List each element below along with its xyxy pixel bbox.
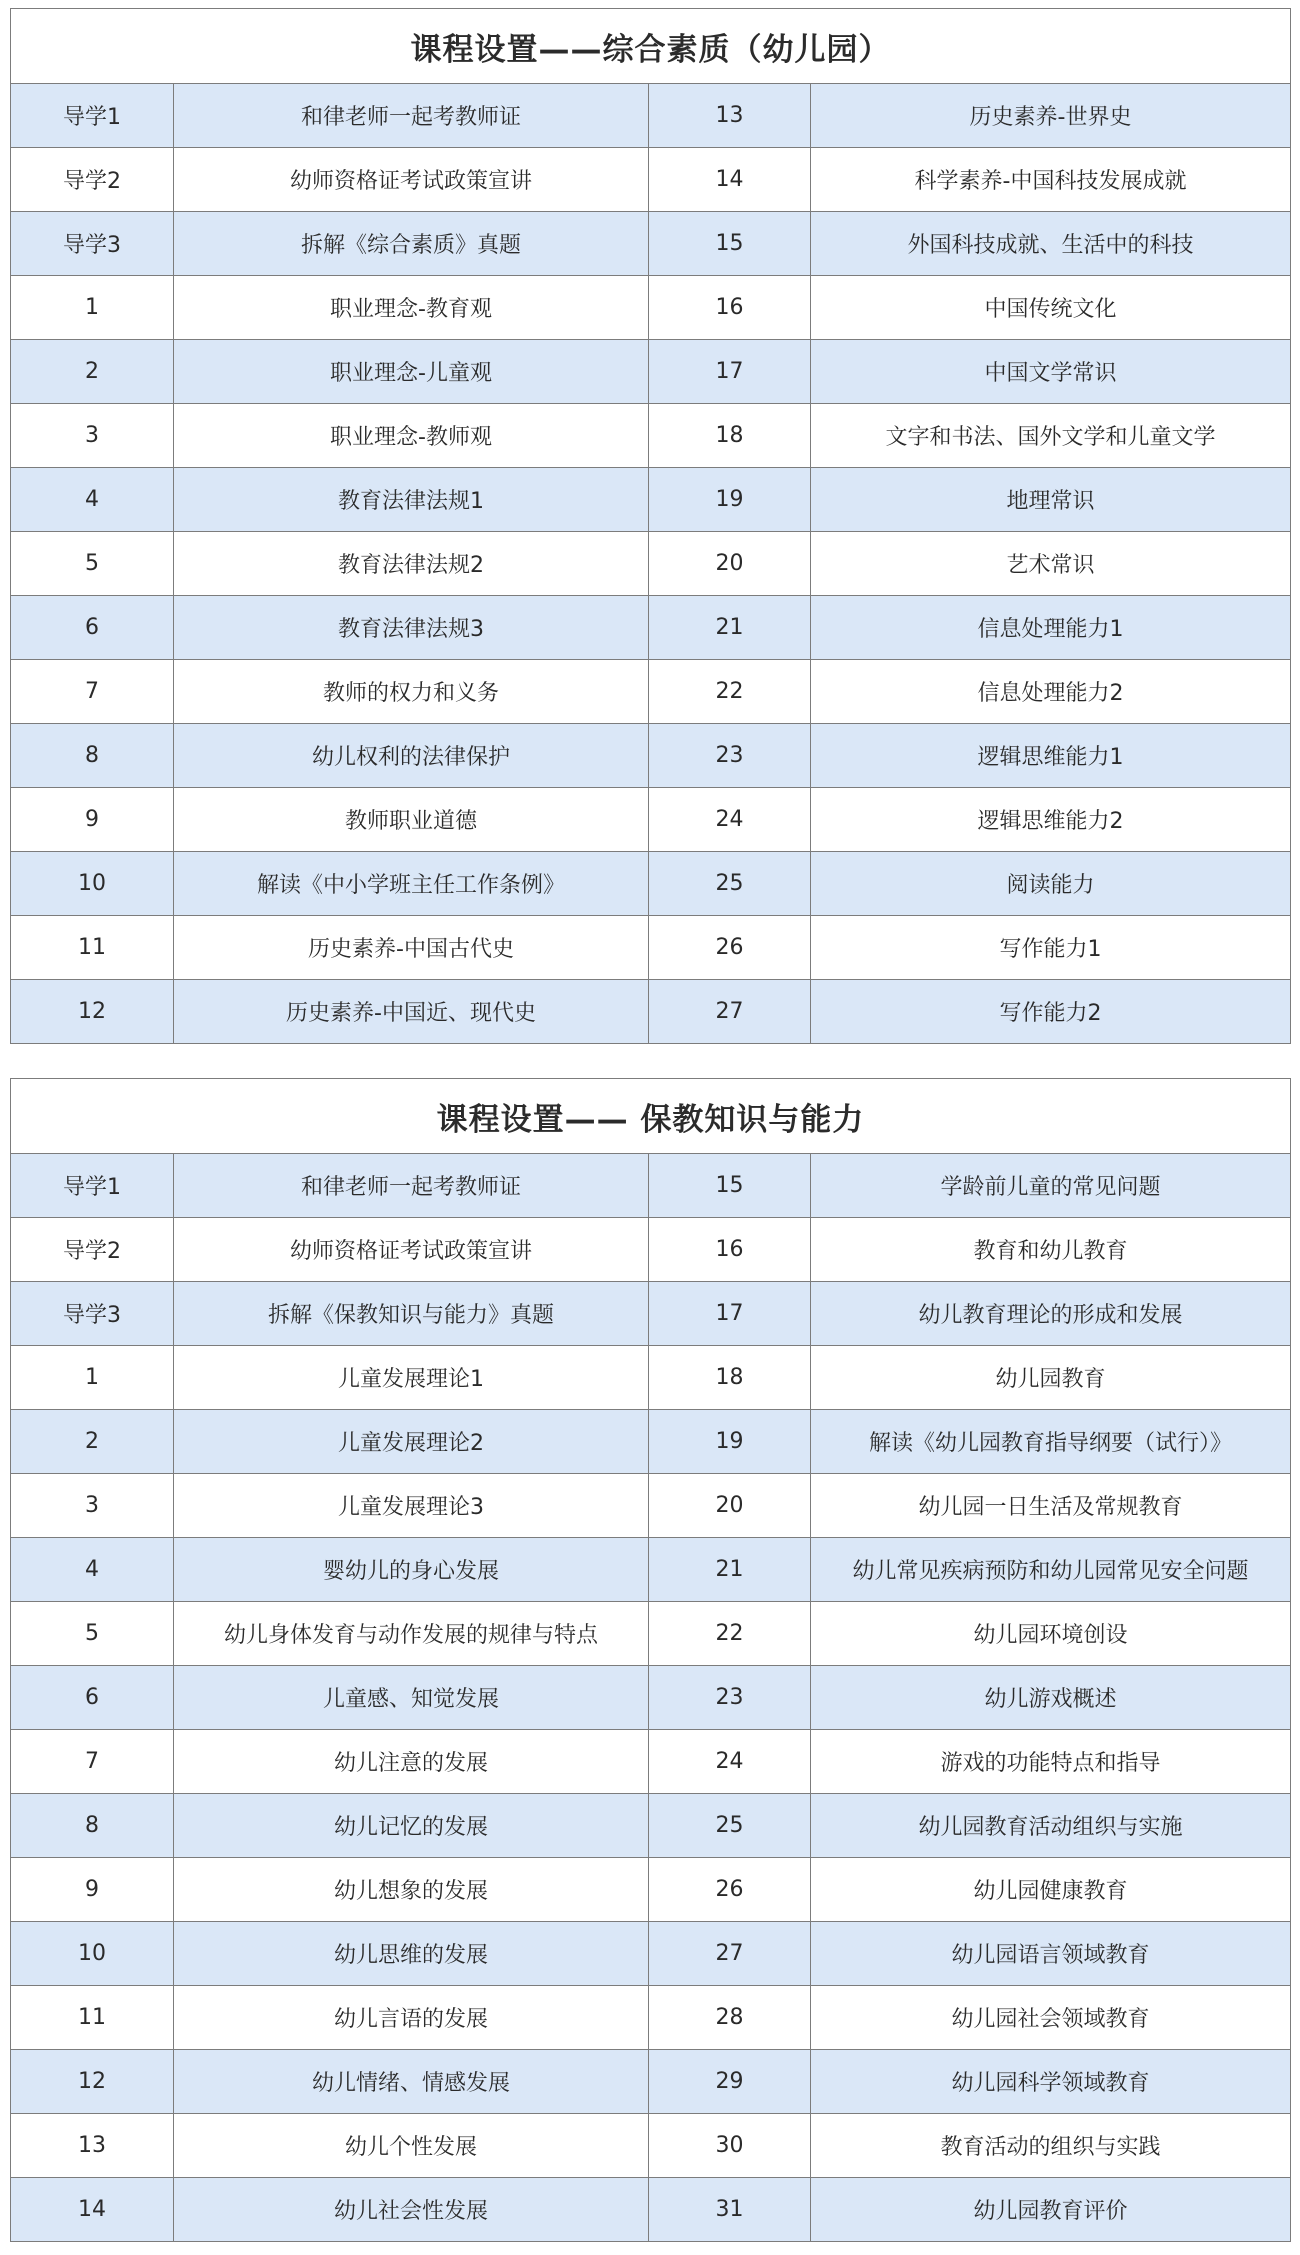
lesson-number-left: 4 [11,1538,174,1602]
table-row [11,1730,1291,1794]
lesson-title-right: 游戏的功能特点和指导 [811,1730,1291,1794]
lesson-title-right: 中国传统文化 [811,276,1291,340]
lesson-number-left: 8 [11,724,174,788]
table-title: 课程设置——综合素质（幼儿园） [11,9,1291,84]
lesson-number-right: 15 [649,212,811,276]
lesson-title-left: 解读《中小学班主任工作条例》 [174,852,649,916]
table-row [11,148,1291,212]
lesson-title-right: 信息处理能力2 [811,660,1291,724]
lesson-title-left: 教师的权力和义务 [174,660,649,724]
lesson-number-right: 25 [649,852,811,916]
lesson-title-right: 中国文学常识 [811,340,1291,404]
lesson-number-left: 导学2 [11,148,174,212]
lesson-title-left: 儿童发展理论1 [174,1346,649,1410]
lesson-title-left: 拆解《保教知识与能力》真题 [174,1282,649,1346]
lesson-number-right: 27 [649,1922,811,1986]
lesson-title-right: 历史素养-世界史 [811,84,1291,148]
lesson-title-left: 幼儿权利的法律保护 [174,724,649,788]
lesson-title-right: 艺术常识 [811,532,1291,596]
table-row [11,1218,1291,1282]
lesson-number-left: 5 [11,1602,174,1666]
lesson-title-right: 信息处理能力1 [811,596,1291,660]
lesson-number-right: 16 [649,276,811,340]
lesson-number-right: 31 [649,2178,811,2242]
lesson-title-left: 幼儿社会性发展 [174,2178,649,2242]
lesson-number-right: 28 [649,1986,811,2050]
table-row [11,1602,1291,1666]
lesson-title-left: 幼儿注意的发展 [174,1730,649,1794]
lesson-number-right: 24 [649,1730,811,1794]
lesson-number-left: 5 [11,532,174,596]
lesson-number-left: 导学1 [11,1154,174,1218]
lesson-title-left: 教育法律法规3 [174,596,649,660]
lesson-number-right: 17 [649,1282,811,1346]
lesson-number-right: 20 [649,532,811,596]
lesson-number-left: 导学3 [11,1282,174,1346]
table-row [11,1346,1291,1410]
course-table-care-education [10,1078,1291,2242]
lesson-number-right: 29 [649,2050,811,2114]
lesson-number-right: 14 [649,148,811,212]
lesson-title-right: 幼儿园一日生活及常规教育 [811,1474,1291,1538]
lesson-number-left: 7 [11,660,174,724]
table-row [11,980,1291,1044]
lesson-number-left: 2 [11,340,174,404]
lesson-number-left: 11 [11,1986,174,2050]
table-body [11,84,1291,1044]
lesson-number-right: 21 [649,596,811,660]
lesson-number-left: 9 [11,788,174,852]
lesson-number-left: 14 [11,2178,174,2242]
table-row [11,916,1291,980]
lesson-number-right: 26 [649,916,811,980]
table-row [11,660,1291,724]
lesson-title-right: 幼儿园教育活动组织与实施 [811,1794,1291,1858]
lesson-title-left: 职业理念-教师观 [174,404,649,468]
lesson-number-left: 1 [11,1346,174,1410]
lesson-number-right: 13 [649,84,811,148]
lesson-title-left: 教师职业道德 [174,788,649,852]
lesson-number-right: 22 [649,1602,811,1666]
lesson-title-left: 幼儿思维的发展 [174,1922,649,1986]
lesson-title-left: 历史素养-中国近、现代史 [174,980,649,1044]
lesson-title-right: 写作能力2 [811,980,1291,1044]
table-row [11,1538,1291,1602]
table-row [11,340,1291,404]
lesson-title-left: 职业理念-儿童观 [174,340,649,404]
lesson-number-left: 3 [11,404,174,468]
lesson-title-right: 幼儿园教育 [811,1346,1291,1410]
table-row [11,1474,1291,1538]
lesson-number-left: 4 [11,468,174,532]
table-row [11,788,1291,852]
lesson-number-left: 10 [11,1922,174,1986]
lesson-number-right: 21 [649,1538,811,1602]
lesson-title-right: 逻辑思维能力1 [811,724,1291,788]
table-title: 课程设置—— 保教知识与能力 [11,1079,1291,1154]
table-row [11,852,1291,916]
lesson-title-left: 儿童发展理论2 [174,1410,649,1474]
table-row [11,1666,1291,1730]
lesson-number-left: 12 [11,2050,174,2114]
lesson-title-right: 幼儿教育理论的形成和发展 [811,1282,1291,1346]
lesson-number-left: 12 [11,980,174,1044]
lesson-title-left: 儿童感、知觉发展 [174,1666,649,1730]
lesson-number-right: 18 [649,404,811,468]
lesson-number-right: 20 [649,1474,811,1538]
table-row [11,1922,1291,1986]
lesson-number-right: 23 [649,1666,811,1730]
table-row [11,1986,1291,2050]
lesson-number-left: 导学3 [11,212,174,276]
lesson-title-right: 解读《幼儿园教育指导纲要（试行）》 [811,1410,1291,1474]
lesson-title-left: 儿童发展理论3 [174,1474,649,1538]
lesson-title-right: 学龄前儿童的常见问题 [811,1154,1291,1218]
lesson-title-left: 幼儿记忆的发展 [174,1794,649,1858]
table-row [11,2050,1291,2114]
lesson-title-right: 教育活动的组织与实践 [811,2114,1291,2178]
lesson-title-right: 逻辑思维能力2 [811,788,1291,852]
lesson-title-left: 和律老师一起考教师证 [174,1154,649,1218]
lesson-title-left: 幼儿想象的发展 [174,1858,649,1922]
lesson-number-left: 9 [11,1858,174,1922]
lesson-title-right: 幼儿常见疾病预防和幼儿园常见安全问题 [811,1538,1291,1602]
lesson-number-right: 23 [649,724,811,788]
lesson-title-left: 幼儿身体发育与动作发展的规律与特点 [174,1602,649,1666]
table-row [11,2114,1291,2178]
lesson-title-right: 教育和幼儿教育 [811,1218,1291,1282]
lesson-number-right: 25 [649,1794,811,1858]
table-row [11,1858,1291,1922]
lesson-title-left: 幼儿情绪、情感发展 [174,2050,649,2114]
lesson-title-left: 和律老师一起考教师证 [174,84,649,148]
lesson-title-left: 幼儿个性发展 [174,2114,649,2178]
lesson-title-right: 幼儿园社会领域教育 [811,1986,1291,2050]
lesson-number-right: 27 [649,980,811,1044]
table-row [11,2178,1291,2242]
lesson-number-right: 30 [649,2114,811,2178]
table-row [11,724,1291,788]
lesson-title-right: 科学素养-中国科技发展成就 [811,148,1291,212]
lesson-number-left: 13 [11,2114,174,2178]
table-row [11,276,1291,340]
table-row [11,1154,1291,1218]
lesson-number-right: 16 [649,1218,811,1282]
lesson-title-left: 拆解《综合素质》真题 [174,212,649,276]
lesson-number-left: 7 [11,1730,174,1794]
lesson-title-right: 文字和书法、国外文学和儿童文学 [811,404,1291,468]
table-row [11,468,1291,532]
lesson-title-left: 教育法律法规2 [174,532,649,596]
lesson-number-left: 8 [11,1794,174,1858]
lesson-title-left: 历史素养-中国古代史 [174,916,649,980]
lesson-number-right: 24 [649,788,811,852]
lesson-number-right: 26 [649,1858,811,1922]
lesson-title-right: 写作能力1 [811,916,1291,980]
lesson-title-left: 职业理念-教育观 [174,276,649,340]
lesson-number-left: 11 [11,916,174,980]
lesson-title-left: 幼师资格证考试政策宣讲 [174,148,649,212]
course-table-comprehensive [10,8,1291,1044]
lesson-number-left: 3 [11,1474,174,1538]
lesson-number-left: 1 [11,276,174,340]
lesson-title-left: 幼儿言语的发展 [174,1986,649,2050]
table-row [11,596,1291,660]
lesson-number-left: 6 [11,596,174,660]
lesson-title-left: 婴幼儿的身心发展 [174,1538,649,1602]
lesson-number-right: 15 [649,1154,811,1218]
lesson-title-right: 幼儿园科学领域教育 [811,2050,1291,2114]
lesson-title-right: 幼儿园语言领域教育 [811,1922,1291,1986]
lesson-title-left: 幼师资格证考试政策宣讲 [174,1218,649,1282]
table-row [11,532,1291,596]
lesson-title-right: 幼儿园教育评价 [811,2178,1291,2242]
lesson-number-left: 10 [11,852,174,916]
table-row [11,404,1291,468]
lesson-number-right: 18 [649,1346,811,1410]
table-row [11,1410,1291,1474]
lesson-number-right: 22 [649,660,811,724]
lesson-title-right: 地理常识 [811,468,1291,532]
table-row [11,1282,1291,1346]
lesson-number-left: 导学2 [11,1218,174,1282]
lesson-title-right: 幼儿园环境创设 [811,1602,1291,1666]
lesson-number-right: 19 [649,468,811,532]
lesson-title-right: 阅读能力 [811,852,1291,916]
table-row [11,1794,1291,1858]
lesson-title-right: 外国科技成就、生活中的科技 [811,212,1291,276]
table-row [11,84,1291,148]
lesson-title-left: 教育法律法规1 [174,468,649,532]
table-body [11,1154,1291,2242]
lesson-number-right: 19 [649,1410,811,1474]
lesson-number-right: 17 [649,340,811,404]
lesson-number-left: 2 [11,1410,174,1474]
lesson-title-right: 幼儿园健康教育 [811,1858,1291,1922]
table-row [11,212,1291,276]
lesson-title-right: 幼儿游戏概述 [811,1666,1291,1730]
lesson-number-left: 6 [11,1666,174,1730]
lesson-number-left: 导学1 [11,84,174,148]
